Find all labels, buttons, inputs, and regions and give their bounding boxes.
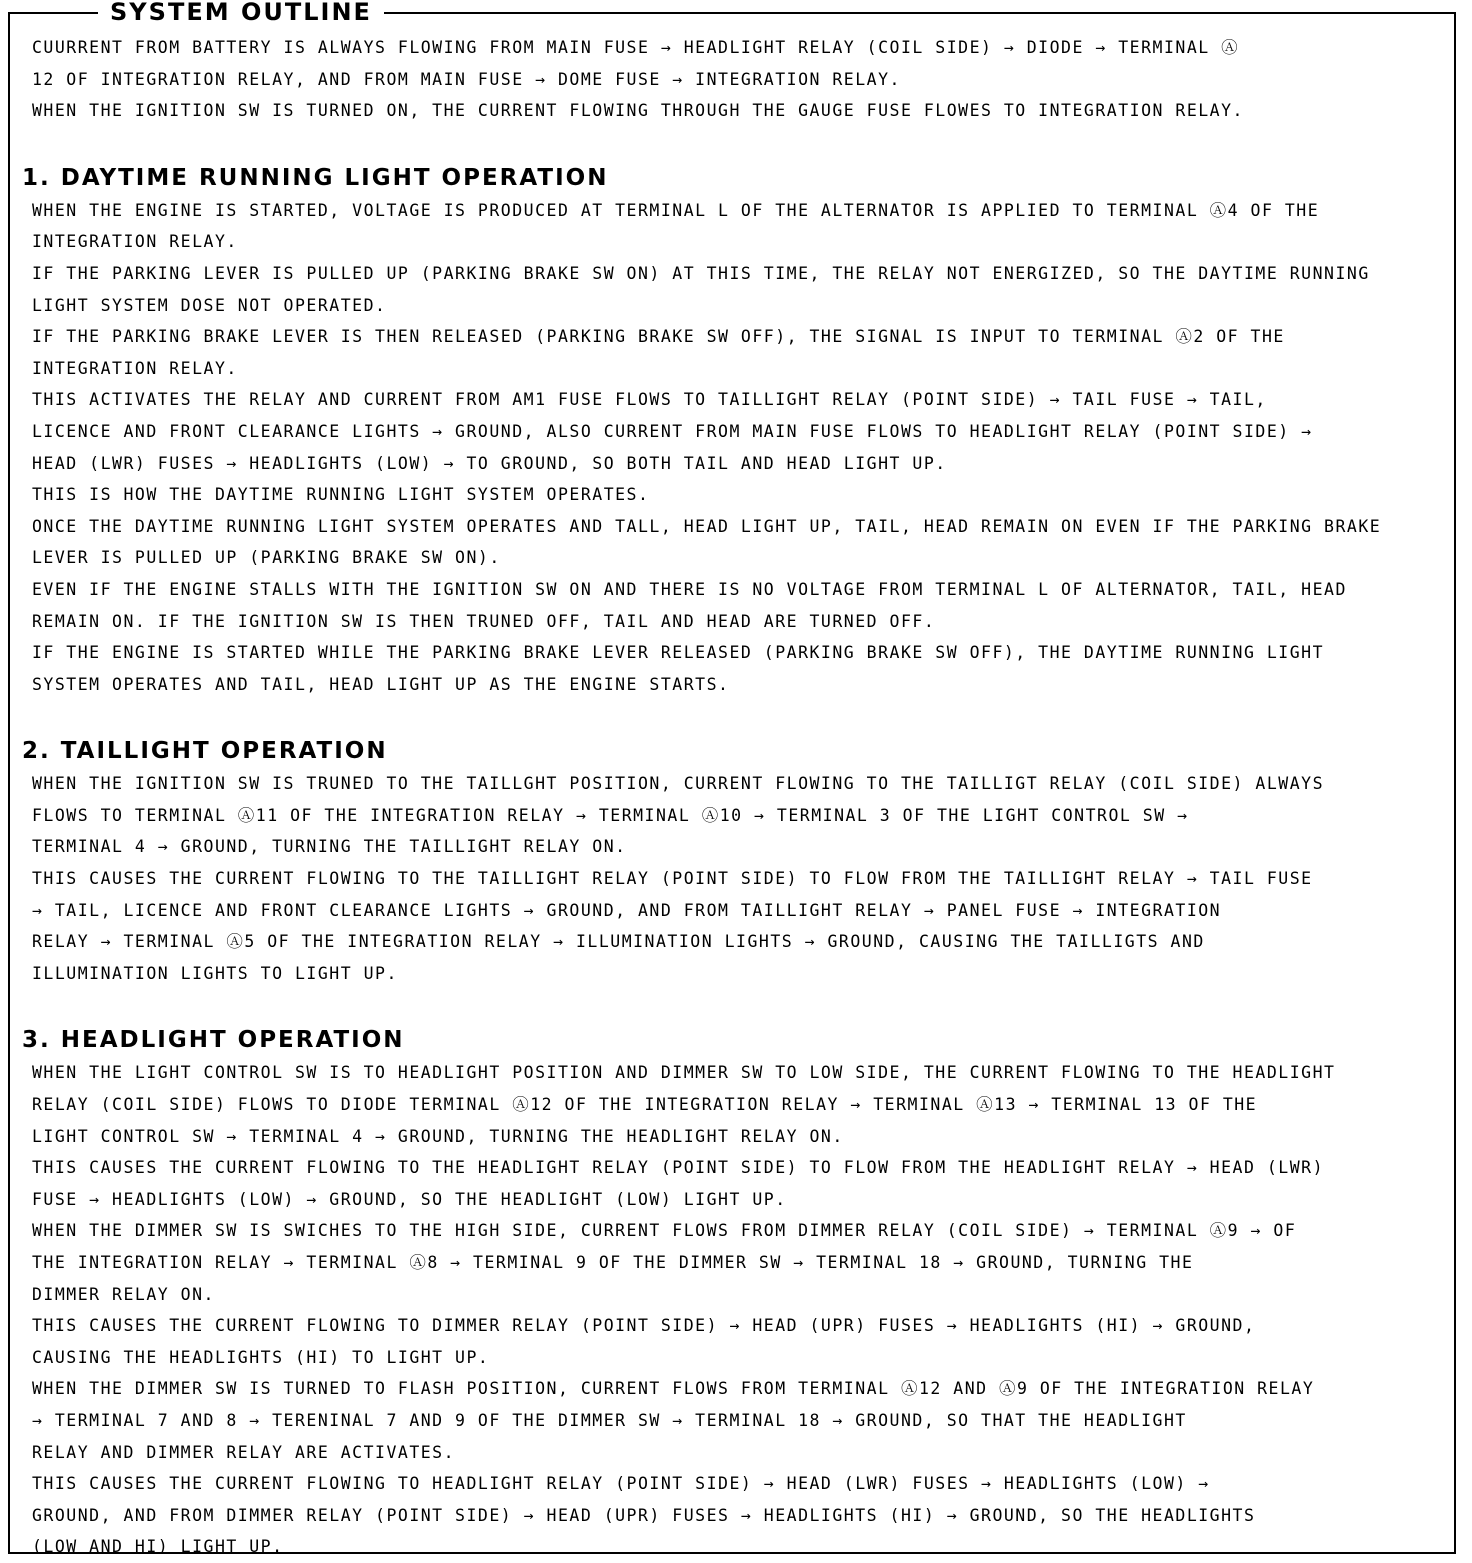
text-line: INTEGRATION RELAY. [32,232,238,252]
text-line: THIS CAUSES THE CURRENT FLOWING TO DIMMER RELAY (POINT SIDE) → HEAD (UPR) FUSES → HEADLIGHTS (HI) → GROUND, [32,1316,1256,1336]
outline-title: SYSTEM OUTLINE [98,0,384,26]
section-paragraph [32,1215,1442,1310]
text-line: 12 OF INTEGRATION RELAY, AND FROM MAIN FUSE → DOME FUSE → INTEGRATION RELAY. [32,69,901,89]
text-line: ILLUMINATION LIGHTS TO LIGHT UP. [32,963,398,983]
text-line: FLOWS TO TERMINAL Ⓐ11 OF THE INTEGRATION RELAY → TERMINAL Ⓐ10 → TERMINAL 3 OF THE LIGHT CONTROL SW → [32,805,1189,825]
text-line: WHEN THE DIMMER SW IS TURNED TO FLASH POSITION, CURRENT FLOWS FROM TERMINAL Ⓐ12 AND Ⓐ9 OF THE INTEGRATION RELAY [32,1379,1315,1399]
text-line: WHEN THE ENGINE IS STARTED, VOLTAGE IS PRODUCED AT TERMINAL L OF THE ALTERNATOR IS APPLIED TO TERMINAL Ⓐ4 OF THE [32,200,1320,220]
outline-frame [8,0,1456,1557]
section-paragraph [32,637,1442,700]
text-line: IF THE PARKING LEVER IS PULLED UP (PARKING BRAKE SW ON) AT THIS TIME, THE RELAY NOT ENERGIZED, SO THE DAYTIME RUNNING [32,263,1370,283]
section-paragraph [32,384,1442,479]
section-paragraph [32,321,1442,384]
section-heading: 1. DAYTIME RUNNING LIGHT OPERATION [22,164,609,191]
section-headlight [22,1023,1442,1563]
text-line: → TERMINAL 7 AND 8 → TERENINAL 7 AND 9 OF THE DIMMER SW → TERMINAL 18 → GROUND, SO THAT THE HEADLIGHT [32,1410,1187,1430]
section-paragraph [32,1310,1442,1373]
text-line: LIGHT SYSTEM DOSE NOT OPERATED. [32,295,387,315]
section-paragraph [32,258,1442,321]
text-line: WHEN THE DIMMER SW IS SWICHES TO THE HIGH SIDE, CURRENT FLOWS FROM DIMMER RELAY (COIL SIDE) → TERMINAL Ⓐ9 → OF [32,1221,1297,1241]
text-line: WHEN THE IGNITION SW IS TRUNED TO THE TAILLGHT POSITION, CURRENT FLOWING TO THE TAILLIGT RELAY (COIL SIDE) ALWAYS [32,774,1325,794]
text-line: HEAD (LWR) FUSES → HEADLIGHTS (LOW) → TO GROUND, SO BOTH TAIL AND HEAD LIGHT UP. [32,453,947,473]
text-line: DIMMER RELAY ON. [32,1284,215,1304]
text-line: CUURRENT FROM BATTERY IS ALWAYS FLOWING FROM MAIN FUSE → HEADLIGHT RELAY (COIL SIDE) → DIODE → TERMINAL Ⓐ [32,38,1240,57]
section-paragraph [32,1468,1442,1563]
text-line: THIS CAUSES THE CURRENT FLOWING TO HEADLIGHT RELAY (POINT SIDE) → HEAD (LWR) FUSES → HEADLIGHTS (LOW) → [32,1474,1210,1494]
text-line: GROUND, AND FROM DIMMER RELAY (POINT SIDE) → HEAD (UPR) FUSES → HEADLIGHTS (HI) → GROUND, SO THE HEADLIGHTS [32,1505,1256,1525]
section-paragraph [32,195,1442,258]
text-line: RELAY (COIL SIDE) FLOWS TO DIODE TERMINAL Ⓐ12 OF THE INTEGRATION RELAY → TERMINAL Ⓐ13 → TERMINAL 13 OF THE [32,1095,1258,1115]
text-line: TERMINAL 4 → GROUND, TURNING THE TAILLIGHT RELAY ON. [32,837,627,857]
outline-paragraph [32,95,1442,127]
text-line: THIS CAUSES THE CURRENT FLOWING TO THE HEADLIGHT RELAY (POINT SIDE) TO FLOW FROM THE HEADLIGHT RELAY → HEAD (LWR) [32,1158,1325,1178]
text-line: WHEN THE IGNITION SW IS TURNED ON, THE CURRENT FLOWING THROUGH THE GAUGE FUSE FLOWES TO INTEGRATION RELAY. [32,101,1244,121]
section-paragraph [32,479,1442,511]
text-line: (LOW AND HI) LIGHT UP. [32,1537,284,1557]
text-line: IF THE PARKING BRAKE LEVER IS THEN RELEASED (PARKING BRAKE SW OFF), THE SIGNAL IS INPUT TO TERMINAL Ⓐ2 OF THE [32,327,1285,347]
text-line: THE INTEGRATION RELAY → TERMINAL Ⓐ8 → TERMINAL 9 OF THE DIMMER SW → TERMINAL 18 → GROUND, TURNING THE [32,1253,1194,1272]
section-daytime-running-light [22,161,1442,701]
text-line: EVEN IF THE ENGINE STALLS WITH THE IGNITION SW ON AND THERE IS NO VOLTAGE FROM TERMINAL L OF ALTERNATOR, TAIL, HEAD [32,579,1347,599]
text-line: RELAY → TERMINAL Ⓐ5 OF THE INTEGRATION RELAY → ILLUMINATION LIGHTS → GROUND, CAUSING THE TAILLIGTS AND [32,932,1205,952]
section-taillight [22,734,1442,989]
section-paragraph [32,1152,1442,1215]
text-line: FUSE → HEADLIGHTS (LOW) → GROUND, SO THE HEADLIGHT (LOW) LIGHT UP. [32,1189,787,1209]
section-paragraph [32,1373,1442,1468]
section-paragraph [32,574,1442,637]
document-body [22,32,1442,1563]
section-heading: 2. TAILLIGHT OPERATION [22,738,388,765]
text-line: REMAIN ON. IF THE IGNITION SW IS THEN TRUNED OFF, TAIL AND HEAD ARE TURNED OFF. [32,611,936,631]
text-line: IF THE ENGINE IS STARTED WHILE THE PARKING BRAKE LEVER RELEASED (PARKING BRAKE SW OFF), THE DAYTIME RUNNING LIGHT [32,643,1325,663]
text-line: THIS ACTIVATES THE RELAY AND CURRENT FROM AM1 FUSE FLOWS TO TAILLIGHT RELAY (POINT SIDE) → TAIL FUSE → TAIL, [32,390,1267,410]
outline-paragraph [32,32,1442,95]
section-paragraph [32,863,1442,989]
text-line: ONCE THE DAYTIME RUNNING LIGHT SYSTEM OPERATES AND TALL, HEAD LIGHT UP, TAIL, HEAD REMAIN ON EVEN IF THE PARKING BRAKE [32,516,1382,536]
text-line: → TAIL, LICENCE AND FRONT CLEARANCE LIGHTS → GROUND, AND FROM TAILLIGHT RELAY → PANEL FUSE → INTEGRATION [32,900,1222,920]
text-line: RELAY AND DIMMER RELAY ARE ACTIVATES. [32,1442,456,1462]
text-line: CAUSING THE HEADLIGHTS (HI) TO LIGHT UP. [32,1347,490,1367]
text-line: LEVER IS PULLED UP (PARKING BRAKE SW ON). [32,548,501,568]
section-paragraph [32,1057,1442,1152]
text-line: THIS IS HOW THE DAYTIME RUNNING LIGHT SYSTEM OPERATES. [32,485,650,505]
text-line: SYSTEM OPERATES AND TAIL, HEAD LIGHT UP AS THE ENGINE STARTS. [32,674,730,694]
text-line: THIS CAUSES THE CURRENT FLOWING TO THE TAILLIGHT RELAY (POINT SIDE) TO FLOW FROM THE TAILLIGHT RELAY → TAIL FUSE [32,869,1313,889]
section-paragraph [32,768,1442,863]
section-heading: 3. HEADLIGHT OPERATION [22,1027,405,1054]
text-line: LICENCE AND FRONT CLEARANCE LIGHTS → GROUND, ALSO CURRENT FROM MAIN FUSE FLOWS TO HEADLIGHT RELAY (POINT SIDE) → [32,421,1313,441]
text-line: LIGHT CONTROL SW → TERMINAL 4 → GROUND, TURNING THE HEADLIGHT RELAY ON. [32,1126,844,1146]
outline-text [32,32,1442,127]
text-line: WHEN THE LIGHT CONTROL SW IS TO HEADLIGHT POSITION AND DIMMER SW TO LOW SIDE, THE CURRENT FLOWING TO THE HEADLIGHT [32,1063,1336,1083]
text-line: INTEGRATION RELAY. [32,358,238,378]
section-paragraph [32,511,1442,574]
